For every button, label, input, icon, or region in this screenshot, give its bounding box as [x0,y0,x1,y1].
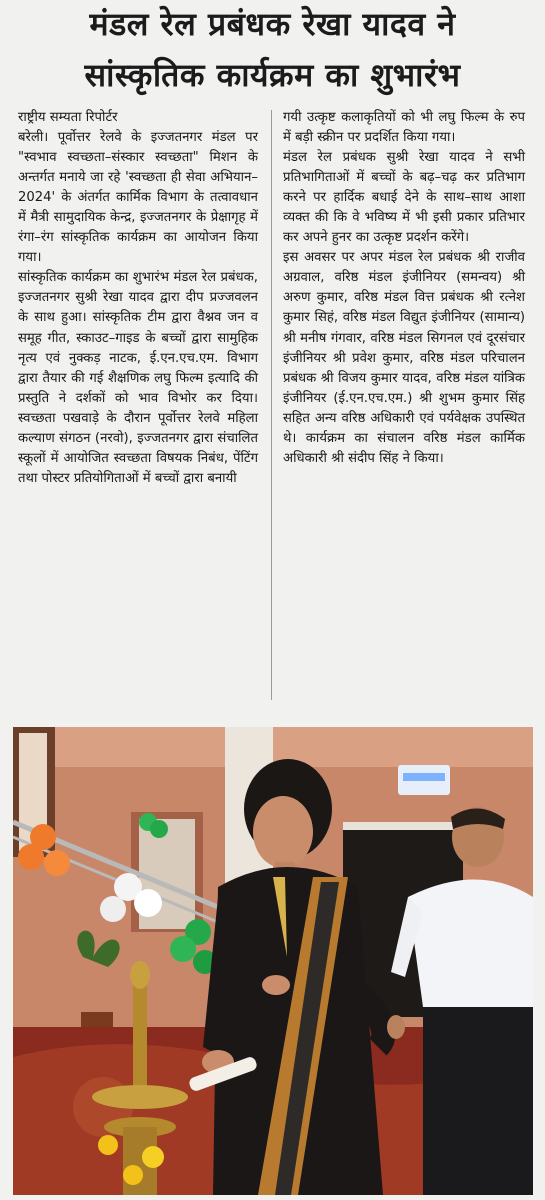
headline-line-2: सांस्कृतिक कार्यक्रम का शुभारंभ [84,56,461,94]
byline: राष्ट्रीय सम्यता रिपोर्टर [18,110,118,125]
article-paragraph: इस अवसर पर अपर मंडल रेल प्रबंधक श्री राजीव अग्रवाल, वरिष्ठ मंडल इंजीनियर (समन्वय) श्री अरुण कुमार, वरिष्ठ मंडल वित्त प्रबंधक श्री रत्नेश कुमार सिहं, वरिष्ठ मंडल विद्युत इंजीनियर (सामान्य) श्री मनीष गंगवार, वरिष्ठ मंडल सिगनल एवं दूरसंचार इंजीनियर श्री प्रवेश कुमार, वरिष्ठ मंडल परिचालन प्रबंधक श्री विजय कुमार यादव, वरिष्ठ मंडल यांत्रिक इंजीनियर (ई.एन.एच.एम.) श्री शुभम कुमार सिंह सहित अन्य वरिष्ठ अधिकारी एवं पर्यवेक्षक उपस्थित थे। कार्यक्रम का संचालन वरिष्ठ मंडल कार्मिक अधिकारी श्री संदीप सिंह ने किया। [283,250,525,466]
event-photo [13,727,533,1195]
column-divider [271,110,272,700]
article-paragraph: सांस्कृतिक कार्यक्रम का शुभारंभ मंडल रेल प्रबंधक, इज्जतनगर सुश्री रेखा यादव द्वारा दीप प्रज्जवलन के साथ हुआ। सांस्कृतिक टीम द्वारा वैश्नव जन व समूह गीत, स्काउट–गाइड के बच्चों द्वारा सामुहिक नृत्य एवं नुक्कड़ नाटक, ई.एन.एच.एम. विभाग द्वारा तैयार की गई शैक्षणिक लघु फिल्म इत्यादि की प्रस्तुति ने दर्शकों को भाव विभोर कर दिया। स्वच्छता पखवाड़े के दौरान पूर्वोत्तर रेलवे महिला कल्याण संगठन (नरवो), इज्जतनगर द्वारा संचालित स्कूलों में आयोजित स्वच्छता विषयक निबंध, पेंटिंग तथा पोस्टर प्रतियोगिताओं में बच्चों द्वारा बनायी [18,270,258,486]
article-paragraph: बरेली। पूर्वोत्तर रेलवे के इज्जतनगर मंडल पर "स्वभाव स्वच्छता–संस्कार स्वच्छता" मिशन के अन्तर्गत मनाये जा रहे 'स्वच्छता ही सेवा अभियान–2024' के अंतर्गत कार्मिक विभाग के तत्वावधान में मैत्री सामुदायिक केन्द्र, इज्जतनगर के प्रेक्षागृह में रंगा–रंग सांस्कृतिक कार्यक्रम का आयोजन किया गया। [18,130,258,266]
headline-line-1: मंडल रेल प्रबंधक रेखा यादव ने [89,5,456,43]
article-paragraph: मंडल रेल प्रबंधक सुश्री रेखा यादव ने सभी प्रतिभागिताओं में बच्चों के बढ़–चढ़ कर प्रतिभाग करने पर हार्दिक बधाई देने के साथ–साथ आशा व्यक्त की कि वे भविष्य में भी इसी प्रकार प्रतिभार कर अपने हुनर का उत्कृष्ट प्रदर्शन करेंगे। [283,150,525,246]
article-left-column [18,108,258,489]
article-right-column [283,108,525,469]
article-paragraph: गयी उत्कृष्ट कलाकृतियों को भी लघु फिल्म के रुप में बड़ी स्क्रीन पर प्रदर्शित किया गया। [283,110,525,146]
